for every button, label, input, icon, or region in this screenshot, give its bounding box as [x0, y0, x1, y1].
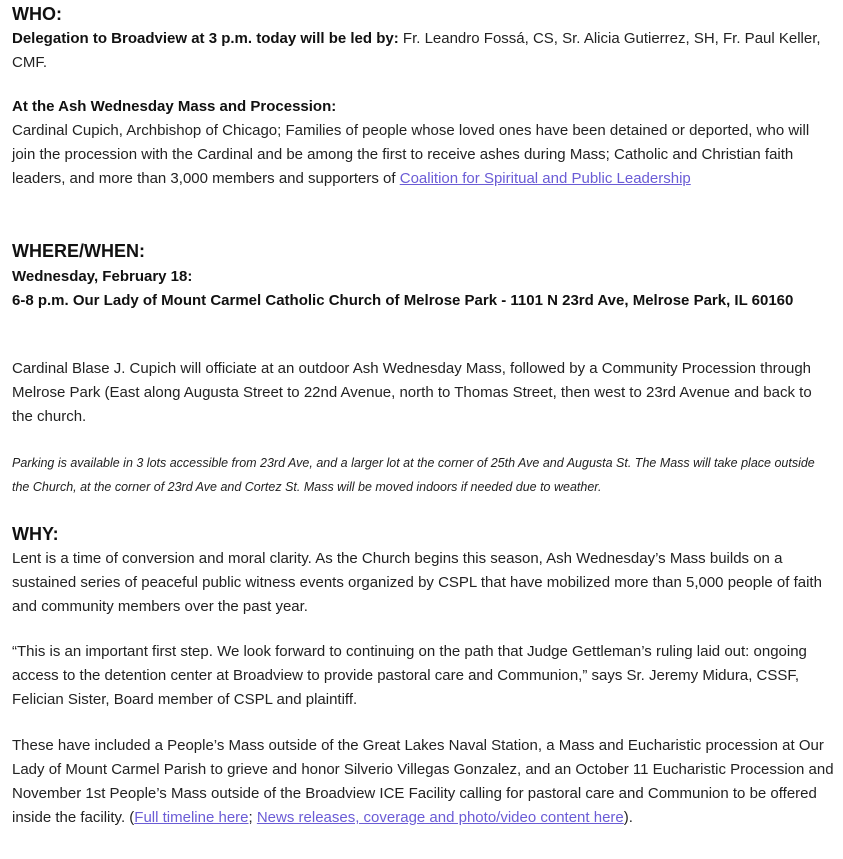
event-date: Wednesday, February 18: — [12, 268, 193, 285]
mass-paragraph — [12, 119, 834, 191]
events-paragraph — [12, 734, 834, 830]
mass-label: At the Ash Wednesday Mass and Procession: — [12, 98, 337, 115]
coalition-link[interactable]: Coalition for Spiritual and Public Leadership — [399, 170, 691, 187]
news-link[interactable]: News releases, coverage and photo/video content here — [256, 809, 624, 826]
closing-text: ). — [623, 809, 633, 826]
where-when-heading: WHERE/WHEN: — [12, 241, 145, 261]
delegation-text: Fr. Leandro Fossá, CS, Sr. Alicia Gutierrez, SH, Fr. Paul Keller, CMF. — [12, 30, 821, 71]
mass-text: Cardinal Cupich, Archbishop of Chicago; Families of people whose loved ones have been detained or deported, who will join the procession with the Cardinal and be among the first to receive ashes during Mass; Catholic and Christian faith leaders, and more than 3,000 members and supporters of — [12, 122, 810, 187]
events-text: These have included a People’s Mass outside of the Great Lakes Naval Station, a Mass and Eucharistic procession at Our Lady of Mount Carmel Parish to grieve and honor Silverio Villegas Gonzalez, and an October 11 Eucharistic Procession and November 1st People’s Mass outside of the Broadview ICE Facility calling for pastoral care and Communion to be offered inside the facility. ( — [12, 737, 834, 826]
delegation-label: Delegation to Broadview at 3 p.m. today will be led by: — [12, 30, 399, 47]
event-description: Cardinal Blase J. Cupich will officiate at an outdoor Ash Wednesday Mass, followed by a Community Procession through Melrose Park (East along Augusta Street to 22nd Avenue, north to Thomas Street, then west to 23rd Avenue and back to the church. — [12, 360, 812, 425]
quote-paragraph: “This is an important first step. We look forward to continuing on the path that Judge Gettleman’s ruling laid out: ongoing access to the detention center at Broadview to provide pastoral care and Communion,” says Sr. Jeremy Midura, CSSF, Felician Sister, Board member of CSPL and plaintiff. — [12, 643, 807, 708]
link-separator: ; — [248, 809, 257, 826]
delegation-paragraph — [12, 27, 834, 75]
why-paragraph-1: Lent is a time of conversion and moral clarity. As the Church begins this season, Ash Wednesday’s Mass builds on a sustained series of peaceful public witness events organized by CSPL that have mobilized more than 5,000 people of faith and community members over the past year. — [12, 550, 822, 615]
who-heading: WHO: — [12, 4, 62, 24]
event-time-place: 6-8 p.m. Our Lady of Mount Carmel Catholic Church of Melrose Park - 1101 N 23rd Ave, Melrose Park, IL 60160 — [12, 292, 794, 309]
parking-note: Parking is available in 3 lots accessible from 23rd Ave, and a larger lot at the corner of 25th Ave and Augusta St. The Mass will take place outside the Church, at the corner of 23rd Ave and Cortez St. Mass will be moved indoors if needed due to weather. — [12, 456, 815, 494]
timeline-link[interactable]: Full timeline here — [134, 809, 249, 826]
why-heading: WHY: — [12, 524, 59, 544]
